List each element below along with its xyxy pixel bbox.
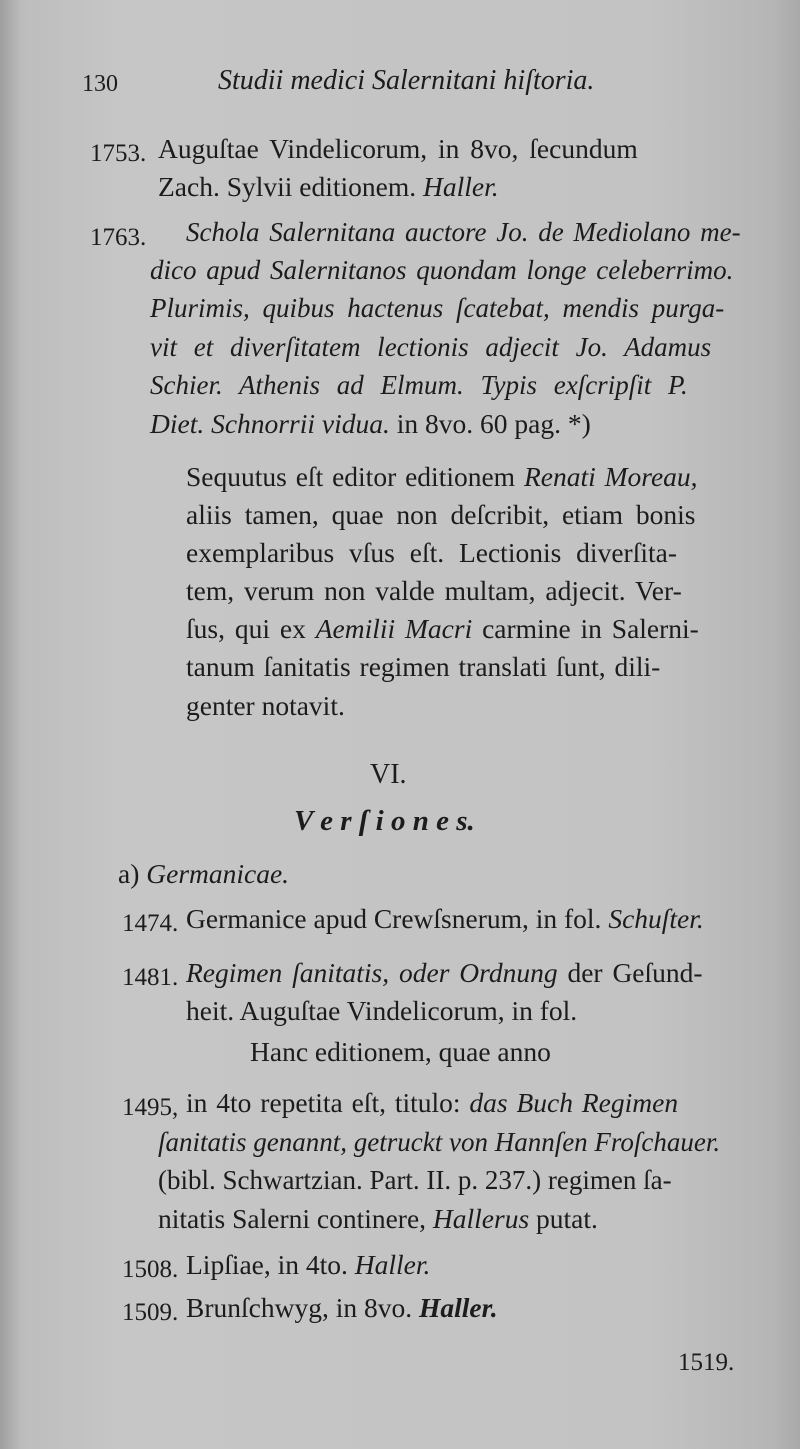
entry-1763-line2: dico apud Salernitanos quondam longe celeberrimo. — [150, 255, 734, 285]
entry-1481-line1 — [186, 955, 703, 991]
entry-1474-text: Germanice apud Crewſsnerum, in fol. — [186, 903, 602, 934]
catchword: 1519. — [678, 1349, 735, 1376]
entry-1495-text-end: nitatis Salerni continere, — [158, 1203, 427, 1234]
note-line5-text: ſus, qui ex — [186, 613, 306, 644]
note-line7: genter notavit. — [186, 690, 345, 721]
note-line5-rest: carmine in Salerni- — [482, 613, 699, 644]
note-line3: exemplaribus vſus eſt. Lectionis diverſita- — [186, 537, 677, 568]
entry-1763-line4: vit et diverſitatem lectionis adjecit Jo. Adamus — [150, 332, 712, 362]
entry-1508-author: Haller. — [354, 1249, 431, 1280]
entry-year-1763: 1763. — [90, 224, 147, 251]
entry-1509-line — [186, 1290, 498, 1326]
entry-year-1481: 1481. — [122, 964, 179, 991]
entry-1495-author: Hallerus — [432, 1203, 530, 1234]
entry-1509-text: Brunſchwyg, in 8vo. — [186, 1292, 413, 1323]
entry-1495-line4 — [158, 1201, 598, 1237]
running-title: Studii medici Salernitani hiſtoria. — [218, 65, 595, 96]
entry-1753-line2 — [158, 169, 499, 205]
entry-1481-line2: heit. Auguſtae Vindelicorum, in fol. — [186, 995, 578, 1026]
note-line6: tanum ſanitatis regimen translati ſunt, dili- — [186, 651, 661, 682]
section-title: V e r ſ i o n e s. — [294, 805, 475, 837]
entry-year-1474: 1474. — [122, 910, 179, 937]
note-line5-name: Aemilii Macri — [315, 613, 473, 644]
section-number: VI. — [370, 759, 407, 790]
entry-1474-line — [186, 901, 704, 937]
entry-year-1753: 1753. — [90, 140, 147, 167]
entry-1495-verb: putat. — [536, 1203, 598, 1234]
note-line5 — [186, 611, 699, 647]
entry-1763-line6 — [150, 406, 591, 442]
entry-year-1495: 1495, — [122, 1094, 179, 1121]
entry-year-1509: 1509. — [122, 1299, 179, 1326]
note-line1-name: Renati Moreau, — [523, 461, 698, 492]
entry-1763-format: in 8vo. 60 pag. *) — [396, 408, 591, 439]
page-number: 130 — [82, 71, 118, 97]
note-line2: aliis tamen, quae non deſcribit, etiam bonis — [186, 499, 696, 530]
entry-1495-line1 — [186, 1085, 678, 1121]
entry-1474-author: Schuſter. — [608, 903, 704, 934]
entry-1763-printer: Diet. Schnorrii vidua. — [150, 408, 390, 439]
note-line4: tem, verum non valde multam, adjecit. Ver- — [186, 575, 682, 606]
entry-1481-subtitle: oder Ordnung — [399, 957, 558, 988]
entry-year-1508: 1508. — [122, 1256, 179, 1283]
subsection-title: Germanicae. — [146, 858, 290, 889]
entry-1763-line5: Schier. Athenis ad Elmum. Typis exſcripſit P. — [150, 370, 688, 400]
note-line1 — [186, 459, 698, 495]
entry-1495-line3: (bibl. Schwartzian. Part. II. p. 237.) regimen ſa- — [158, 1165, 672, 1195]
entry-1481-line3: Hanc editionem, quae anno — [250, 1036, 551, 1067]
entry-1495-text: in 4to repetita eſt, titulo: — [186, 1087, 461, 1118]
entry-1763-line3: Plurimis, quibus hactenus ſcatebat, mendis purga- — [150, 293, 725, 323]
entry-1509-author: Haller. — [418, 1292, 498, 1323]
entry-1495-line2: ſanitatis genannt, getruckt von Hannſen Froſchauer. — [158, 1127, 721, 1157]
entry-1481-title-end: der Geſund- — [567, 957, 703, 988]
subsection-heading — [118, 856, 289, 892]
subsection-label: a) — [118, 858, 140, 889]
entry-1495-title: das Buch Regimen — [469, 1087, 679, 1118]
note-line1-text: Sequutus eſt editor editionem — [186, 461, 516, 492]
entry-1481-title: Regimen ſanitatis, — [186, 957, 390, 988]
entry-1753-author: Haller. — [423, 171, 499, 202]
entry-1753-text: Zach. Sylvii editionem. — [158, 171, 417, 202]
entry-1508-text: Lipſiae, in 4to. — [186, 1249, 348, 1280]
entry-1763-line1: Schola Salernitana auctore Jo. de Mediolano me- — [186, 217, 741, 247]
entry-1753-line1: Auguſtae Vindelicorum, in 8vo, ſecundum — [158, 133, 638, 164]
entry-1508-line — [186, 1247, 430, 1283]
